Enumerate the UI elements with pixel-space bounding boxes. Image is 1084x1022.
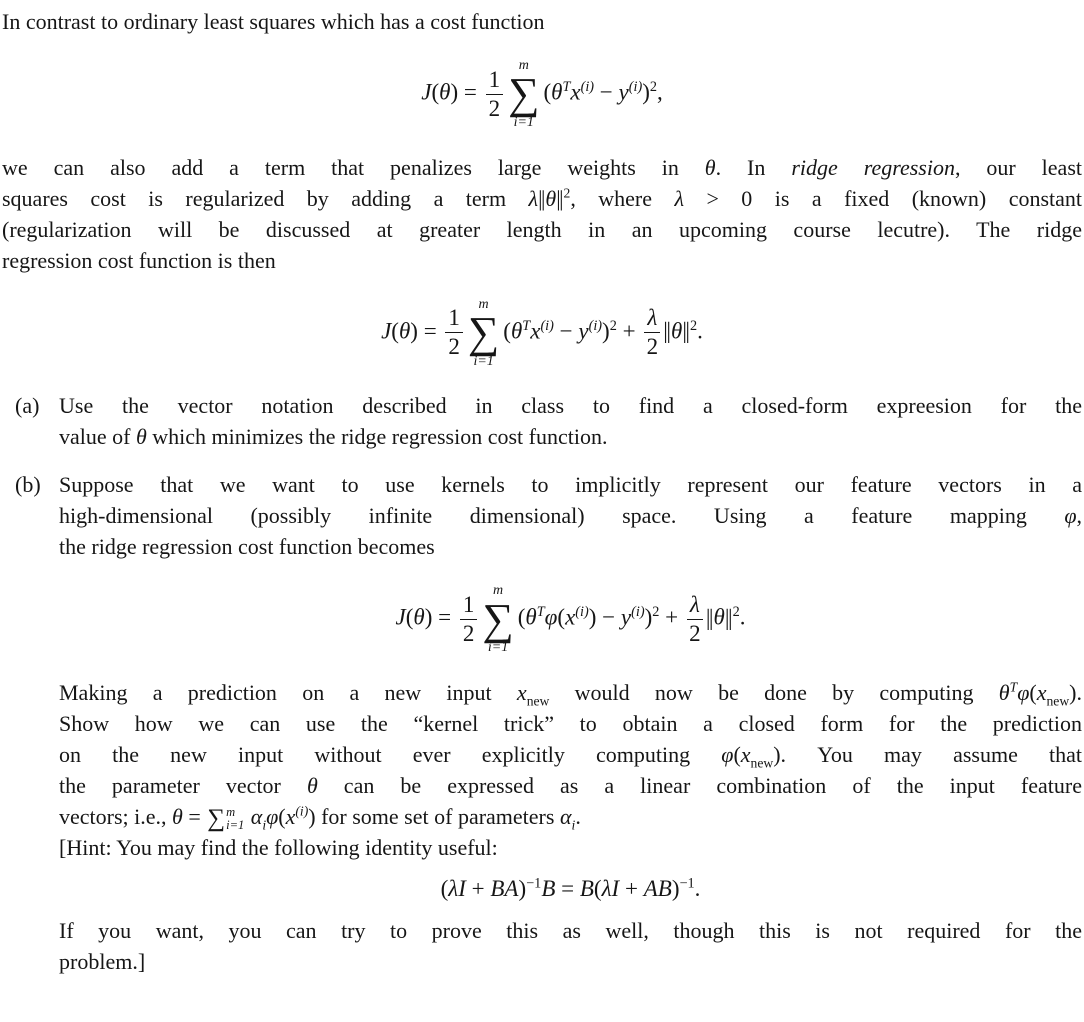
equation-ridge-cost (2, 293, 1082, 374)
fraction: $\frac{1}{2}$ (460, 593, 478, 646)
paragraph-intro (2, 6, 1082, 37)
text-line: high-dimensional (possibly infinite dimensional) space. Using a feature mapping φ, (59, 503, 1082, 529)
paragraph-hint (59, 832, 1082, 863)
text-line: J(θ) = $\frac{1}{2}$ m ∑ i=1 $(\theta^T\varphi(x^{(i)}) - y^{(i)})^2$ + $\frac{\lambda}{2}$ ||θ|| $^2$. (395, 583, 746, 656)
text-line: [Hint: You may find the following identity useful: (59, 834, 498, 860)
text-line: the ridge regression cost function becomes (59, 534, 435, 560)
paragraph-hint-close (59, 915, 1082, 977)
list-item-b (2, 469, 1082, 977)
text-line: If you want, you can try to prove this as well, though this is not required for the (59, 917, 1082, 943)
text-line: (regularization will be discussed at greater length in an upcoming course lecutre). The ridge (2, 216, 1082, 242)
text-line: we can also add a term that penalizes large weights in θ. In ridge regression, our least (2, 154, 1082, 180)
summation-symbol: m ∑ i=1 (508, 58, 540, 131)
summation-symbol: m ∑ i=1 (467, 296, 500, 369)
text-line: J(θ) = $\frac{1}{2}$ m ∑ i=1 $(\theta^Tx^{(i)} - y^{(i)})^2$ + $\frac{\lambda}{2}$ ||θ|| $^2$. (381, 296, 703, 369)
text-line: on the new input without ever explicitly computing $\varphi(x_{new})$. You may assume that (59, 741, 1082, 771)
text-line: Use the vector notation described in class to find a closed-form expreesion for the (59, 393, 1082, 419)
text-line: the parameter vector θ can be expressed as a linear combination of the input feature (59, 772, 1082, 798)
paragraph-kernel-trick (59, 677, 1082, 832)
paragraph-item-b-intro (59, 469, 1082, 562)
text-line: Suppose that we want to use kernels to implicitly represent our feature vectors in a (59, 472, 1082, 498)
text-line: Show how we can use the “kernel trick” to obtain a closed form for the prediction (59, 710, 1082, 736)
fraction: $\frac{1}{2}$ (486, 68, 504, 121)
equation-matrix-identity (59, 876, 1082, 902)
item-a-label: (a) (15, 393, 40, 419)
equation-ols-cost (2, 54, 1082, 135)
text-line: value of θ which minimizes the ridge regression cost function. (59, 424, 608, 450)
fraction: $\frac{1}{2}$ (445, 306, 463, 359)
text-line: squares cost is regularized by adding a term λ||θ|| $^2$, where λ > 0 is a fixed (known) constant (2, 185, 1083, 211)
text-line: vectors; i.e., θ = ∑ m i=1 $\alpha_i\varphi(x^{(i)})$ for some set of parameters $\alpha_i$. (59, 803, 581, 833)
text-line: Making a prediction on a new input $x_{new}$ would now be done by computing $\theta^T\varphi(x_{new})$. (59, 679, 1082, 709)
paragraph-item-a (59, 390, 1082, 452)
text-line: J(θ) = $\frac{1}{2}$ m ∑ i=1 $(\theta^Tx^{(i)} - y^{(i)})^2$, (421, 58, 663, 131)
equation-kernel-ridge-cost (59, 579, 1082, 660)
text-line: problem.] (59, 948, 146, 974)
text-line: In contrast to ordinary least squares which has a cost function (2, 9, 545, 34)
text-line: (λI + BA)$^{-1}$B = B(λI + AB)$^{-1}$. (440, 875, 701, 901)
fraction: $\frac{\lambda}{2}$ (687, 593, 703, 646)
summation-symbol: m ∑ i=1 (482, 583, 514, 656)
item-b-label: (b) (15, 472, 41, 498)
fraction: $\frac{\lambda}{2}$ (644, 306, 660, 359)
summation-symbol: ∑ m i=1 (207, 804, 245, 833)
paragraph-ridge-intro (2, 152, 1082, 276)
text-line: regression cost function is then (2, 247, 276, 273)
list-item-a (2, 390, 1082, 452)
